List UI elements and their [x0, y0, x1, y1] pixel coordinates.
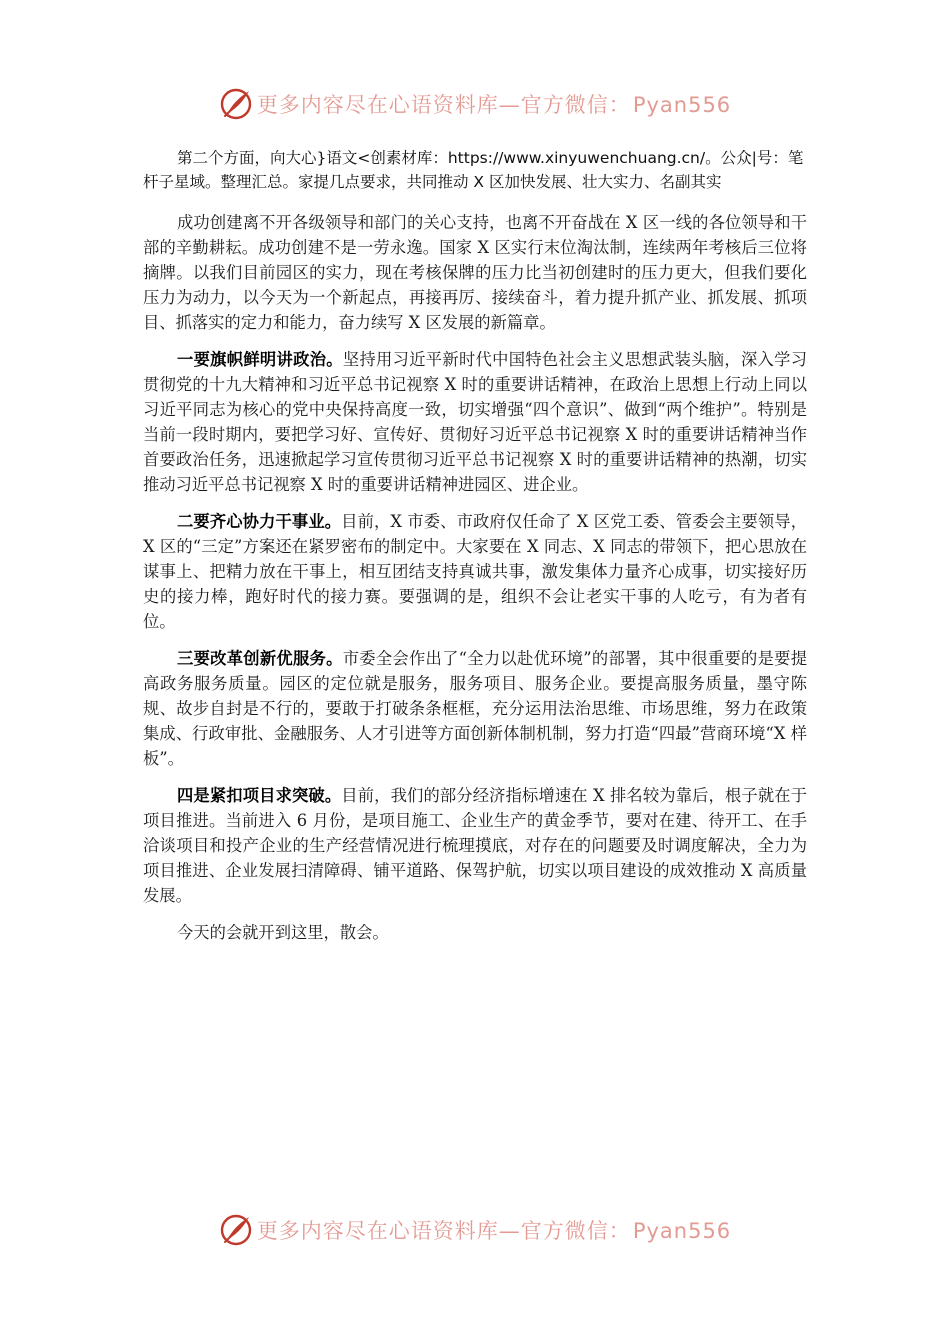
- closing-paragraph: 今天的会就开到这里，散会。: [177, 923, 389, 942]
- quill-pen-logo-icon: [219, 1213, 253, 1247]
- point-lead: 二要齐心协力干事业。: [177, 512, 342, 531]
- point-lead: 一要旗帜鲜明讲政治。: [177, 350, 343, 369]
- footer-banner: [0, 1210, 950, 1250]
- point-paragraph-2: [143, 509, 807, 634]
- wechat-id: Pyan556: [632, 93, 732, 117]
- point-paragraph-4: [143, 783, 807, 908]
- point-body: 市委全会作出了“全力以赴优环境”的部署，其中很重要的是要提高政务服务质量。园区的定位就是服务，服务项目、服务企业。要提高服务质量，墨守陈规、故步自封是不行的，要敢于打破条条框框，充分运用法治思维、市场思维，努力在政策集成、行政审批、金融服务、人才引进等方面创新体制机制，努力打造“四最”营商环境“X 样板”。: [143, 649, 807, 768]
- wechat-id: Pyan556: [632, 1219, 732, 1243]
- intro-paragraph: 成功创建离不开各级领导和部门的关心支持，也离不开奋战在 X 区一线的各位领导和干部的辛勤耕耘。成功创建不是一劳永逸。国家 X 区实行末位淘汰制，连续两年考核后三位将摘牌。以我们目前园区的实力，现在考核保牌的压力比当初创建时的压力更大，但我们要化压力为动力，以今天为一个新起点，再接再厉、接续奋斗，着力提升抓产业、抓发展、抓项目、抓落实的定力和能力，奋力续写 X 区发展的新篇章。: [143, 213, 807, 332]
- document-body: [143, 146, 807, 957]
- point-lead: 三要改革创新优服务。: [177, 649, 343, 668]
- point-body: 目前，我们的部分经济指标增速在 X 排名较为靠后，根子就在于项目推进。当前进入 6 月份，是项目施工、企业生产的黄金季节，要对在建、待开工、在手洽谈项目和投产企业的生产经营情况进行梳理摸底，对存在的问题要及时调度解决，全力为项目推进、企业发展扫清障碍、铺平道路、保驾护航，切实以项目建设的成效推动 X 高质量发展。: [143, 786, 807, 905]
- point-paragraph-1: [143, 347, 807, 497]
- point-body: 坚持用习近平新时代中国特色社会主义思想武装头脑，深入学习贯彻党的十九大精神和习近平总书记视察 X 时的重要讲话精神，在政治上思想上行动上同以习近平同志为核心的党中央保持高度一致，切实增强“四个意识”、做到“两个维护”。特别是当前一段时期内，要把学习好、宣传好、贯彻好习近平总书记视察 X 时的重要讲话精神当作首要政治任务，迅速掀起学习宣传贯彻习近平总书记视察 X 时的重要讲话精神的热潮，切实推动习近平总书记视察 X 时的重要讲话精神进园区、进企业。: [143, 350, 807, 494]
- banner-text: 更多内容尽在心语资料库—官方微信：Pyan556: [256, 93, 732, 117]
- point-paragraph-3: [143, 646, 807, 771]
- quill-pen-logo-icon: [219, 87, 253, 121]
- point-lead: 四是紧扣项目求突破。: [177, 786, 342, 805]
- header-banner: [0, 84, 950, 124]
- section-title: 第二个方面，向大心}语文<创素材库：https://www.xinyuwenchuang.cn/。公众|号：笔杆子星域。整理汇总。家提几点要求，共同推动 X 区加快发展、壮大实力、名副其实: [143, 149, 804, 191]
- point-body: 目前，X 市委、市政府仅任命了 X 区党工委、管委会主要领导，X 区的“三定”方案还在紧罗密布的制定中。大家要在 X 同志、X 同志的带领下，把心思放在谋事上、把精力放在干事上，相互团结支持真诚共事，激发集体力量齐心成事，切实接好历史的接力棒，跑好时代的接力赛。要强调的是，组织不会让老实干事的人吃亏，有为者有位。: [143, 512, 807, 631]
- banner-text: 更多内容尽在心语资料库—官方微信：Pyan556: [256, 1219, 732, 1243]
